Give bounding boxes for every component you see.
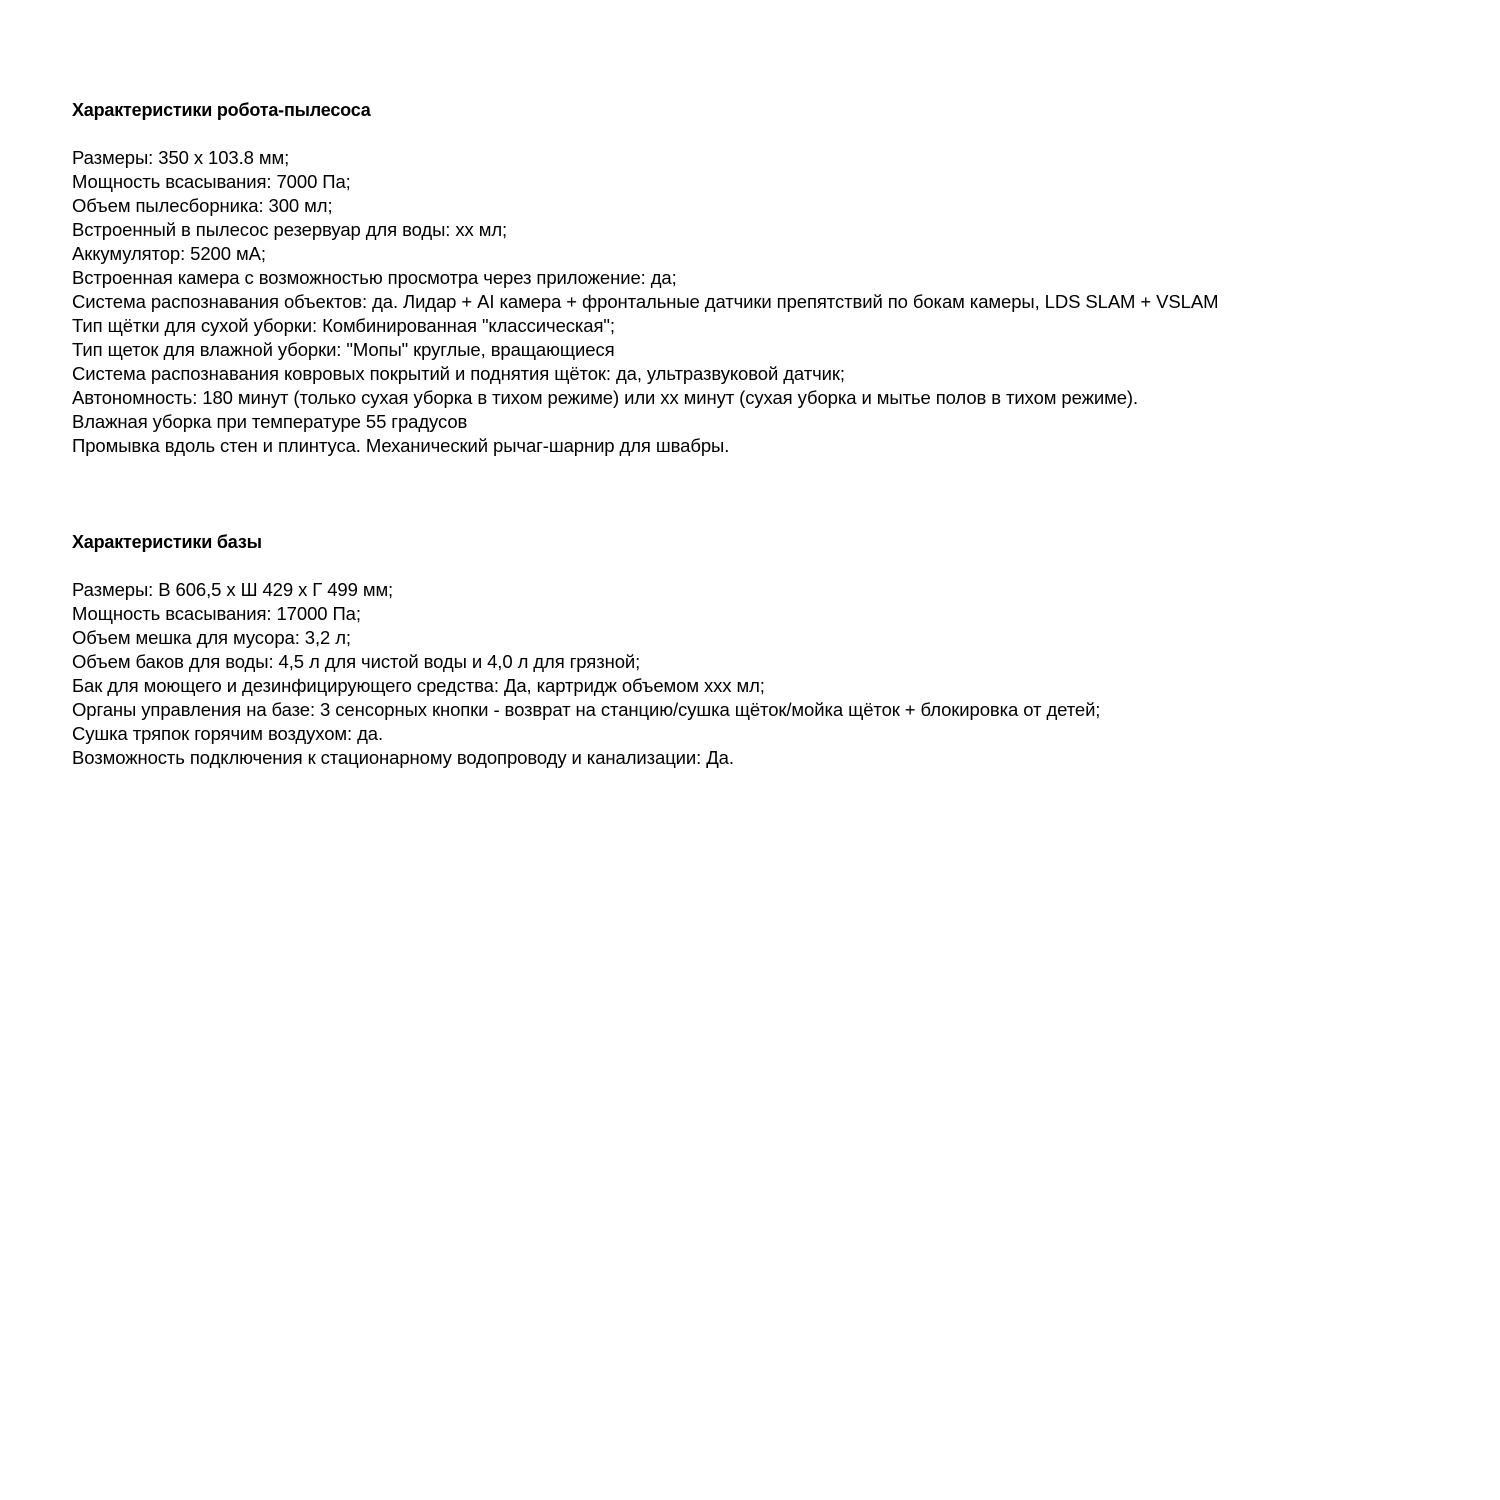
robot-spec-water-tank: Встроенный в пылесос резервуар для воды: хх мл; xyxy=(72,219,508,240)
robot-spec-object-recognition: Система распознавания объектов: да. Лидар + AI камера + фронтальные датчики препятствий по бокам камеры, LDS SLAM + VSLAM xyxy=(72,291,1219,312)
robot-spec-battery: Аккумулятор: 5200 мА; xyxy=(72,243,266,264)
robot-spec-wet-cleaning-temp: Влажная уборка при температуре 55 градусов xyxy=(72,411,468,432)
robot-spec-wet-brush: Тип щеток для влажной уборки: "Мопы" круглые, вращающиеся xyxy=(72,339,615,360)
robot-spec-wall-wash: Промывка вдоль стен и плинтуса. Механический рычаг-шарнир для швабры. xyxy=(72,435,730,456)
robot-spec-dimensions: Размеры: 350 х 103.8 мм; xyxy=(72,147,290,168)
base-spec-dust-bag: Объем мешка для мусора: 3,2 л; xyxy=(72,627,351,648)
robot-specs-title: Характеристики робота-пылесоса xyxy=(72,100,371,120)
robot-specs-section xyxy=(72,98,1472,458)
base-spec-plumbing-connection: Возможность подключения к стационарному водопроводу и канализации: Да. xyxy=(72,747,734,768)
base-specs-section xyxy=(72,530,1472,770)
base-spec-water-tanks: Объем баков для воды: 4,5 л для чистой воды и 4,0 л для грязной; xyxy=(72,651,641,672)
base-spec-detergent-tank: Бак для моющего и дезинфицирующего средства: Да, картридж объемом ххх мл; xyxy=(72,675,765,696)
robot-spec-dustbin-volume: Объем пылесборника: 300 мл; xyxy=(72,195,333,216)
base-spec-controls: Органы управления на базе: 3 сенсорных кнопки - возврат на станцию/сушка щёток/мойка щёток + блокировка от детей; xyxy=(72,699,1101,720)
robot-spec-suction-power: Мощность всасывания: 7000 Па; xyxy=(72,171,351,192)
robot-specs-list xyxy=(72,146,1472,458)
robot-spec-camera: Встроенная камера с возможностью просмотра через приложение: да; xyxy=(72,267,677,288)
base-specs-list xyxy=(72,578,1472,770)
robot-spec-autonomy: Автономность: 180 минут (только сухая уборка в тихом режиме) или хх минут (сухая уборка и мытье полов в тихом режиме). xyxy=(72,387,1139,408)
base-spec-dimensions: Размеры: В 606,5 х Ш 429 х Г 499 мм; xyxy=(72,579,394,600)
base-spec-suction-power: Мощность всасывания: 17000 Па; xyxy=(72,603,361,624)
robot-spec-carpet-recognition: Система распознавания ковровых покрытий и поднятия щёток: да, ультразвуковой датчик; xyxy=(72,363,845,384)
base-spec-mop-drying: Сушка тряпок горячим воздухом: да. xyxy=(72,723,384,744)
base-specs-title: Характеристики базы xyxy=(72,532,262,552)
robot-spec-dry-brush: Тип щётки для сухой уборки: Комбинированная "классическая"; xyxy=(72,315,615,336)
